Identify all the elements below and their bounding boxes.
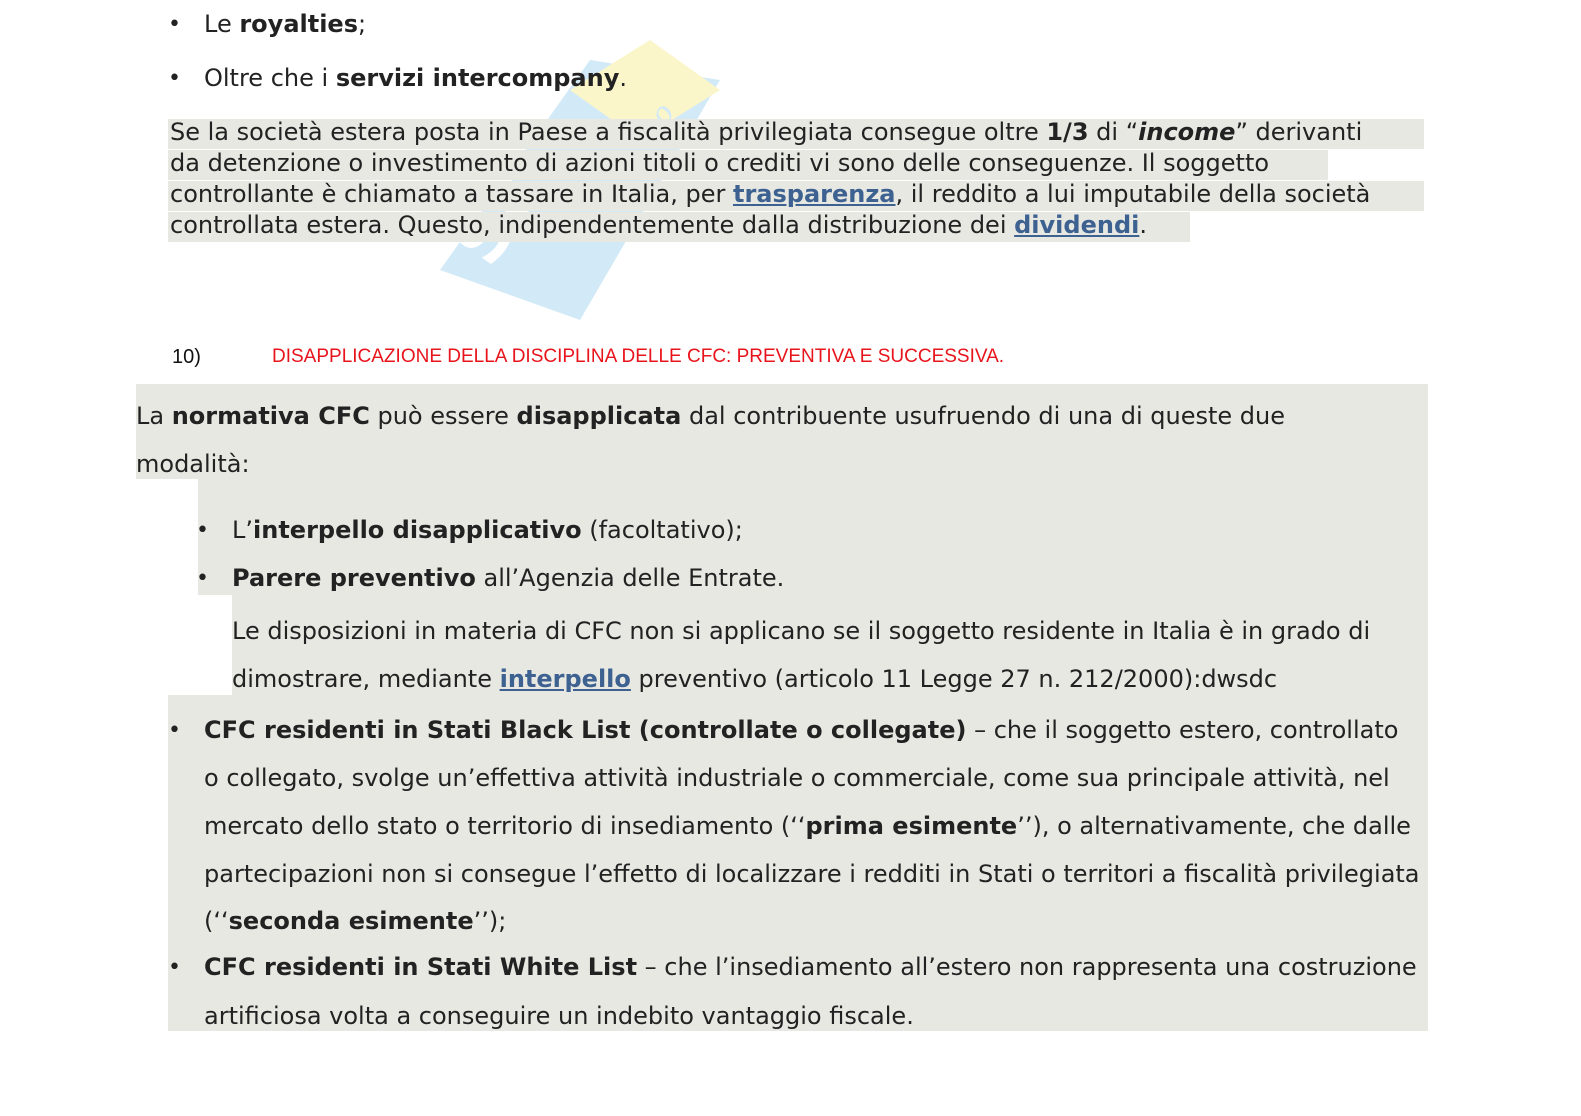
bullet-glyph: •: [168, 955, 181, 980]
para2-line1: La normativa CFC può essere disapplicata dal contribuente usufruendo di una di queste due: [136, 402, 1285, 430]
black-list-line3: mercato dello stato o territorio di insediamento (‘‘prima esimente’’), o alternativamente, che dalle: [204, 812, 1411, 840]
para3-line2: dimostrare, mediante interpello preventivo (articolo 11 Legge 27 n. 212/2000):dwsdc: [232, 665, 1278, 693]
black-list-line4: partecipazioni non si consegue l’effetto di localizzare i redditi in Stati o territori a fiscalità privilegiata: [204, 860, 1420, 888]
link-dividendi[interactable]: dividendi: [1014, 211, 1140, 239]
white-list-line1: CFC residenti in Stati White List – che l’insediamento all’estero non rappresenta una costruzione: [204, 953, 1417, 981]
link-interpello[interactable]: interpello: [499, 665, 631, 693]
para3-line1: Le disposizioni in materia di CFC non si applicano se il soggetto residente in Italia è in grado di: [232, 617, 1371, 645]
black-list-line1: CFC residenti in Stati Black List (controllate o collegate) – che il soggetto estero, controllato: [204, 716, 1399, 744]
para1-line1: Se la società estera posta in Paese a fiscalità privilegiata consegue oltre 1/3 di “income” derivanti: [170, 118, 1363, 146]
bullet-interpello-disapplicativo: L’interpello disapplicativo (facoltativo);: [232, 516, 743, 544]
section-heading: DISAPPLICAZIONE DELLA DISCIPLINA DELLE CFC: PREVENTIVA E SUCCESSIVA.: [272, 346, 1005, 367]
link-trasparenza[interactable]: trasparenza: [732, 180, 896, 208]
bullet-glyph: •: [196, 566, 209, 591]
para1-line2: da detenzione o investimento di azioni titoli o crediti vi sono delle conseguenze. Il soggetto: [170, 149, 1270, 177]
bullet-servizi-intercompany: Oltre che i servizi intercompany.: [204, 64, 627, 92]
para1-line3: controllante è chiamato a tassare in Italia, per trasparenza, il reddito a lui imputabile della società: [170, 180, 1371, 208]
bullet-glyph: •: [168, 12, 181, 37]
bullet-glyph: •: [168, 718, 181, 743]
bullet-royalties: Le royalties;: [204, 10, 367, 38]
bullet-glyph: •: [168, 66, 181, 91]
black-list-line2: o collegato, svolge un’effettiva attività industriale o commerciale, come sua principale attività, nel: [204, 764, 1390, 792]
bullet-glyph: •: [196, 518, 209, 543]
section-number: 10): [172, 346, 201, 368]
highlight-bg: [136, 384, 1428, 479]
black-list-line5: (‘‘seconda esimente’’);: [204, 907, 507, 935]
white-list-line2: artificiosa volta a conseguire un indebito vantaggio fiscale.: [204, 1002, 914, 1030]
para2-line2: modalità:: [136, 450, 250, 478]
para1-line4: controllata estera. Questo, indipendentemente dalla distribuzione dei dividendi.: [170, 211, 1147, 239]
bullet-parere-preventivo: Parere preventivo all’Agenzia delle Entrate.: [232, 564, 785, 592]
